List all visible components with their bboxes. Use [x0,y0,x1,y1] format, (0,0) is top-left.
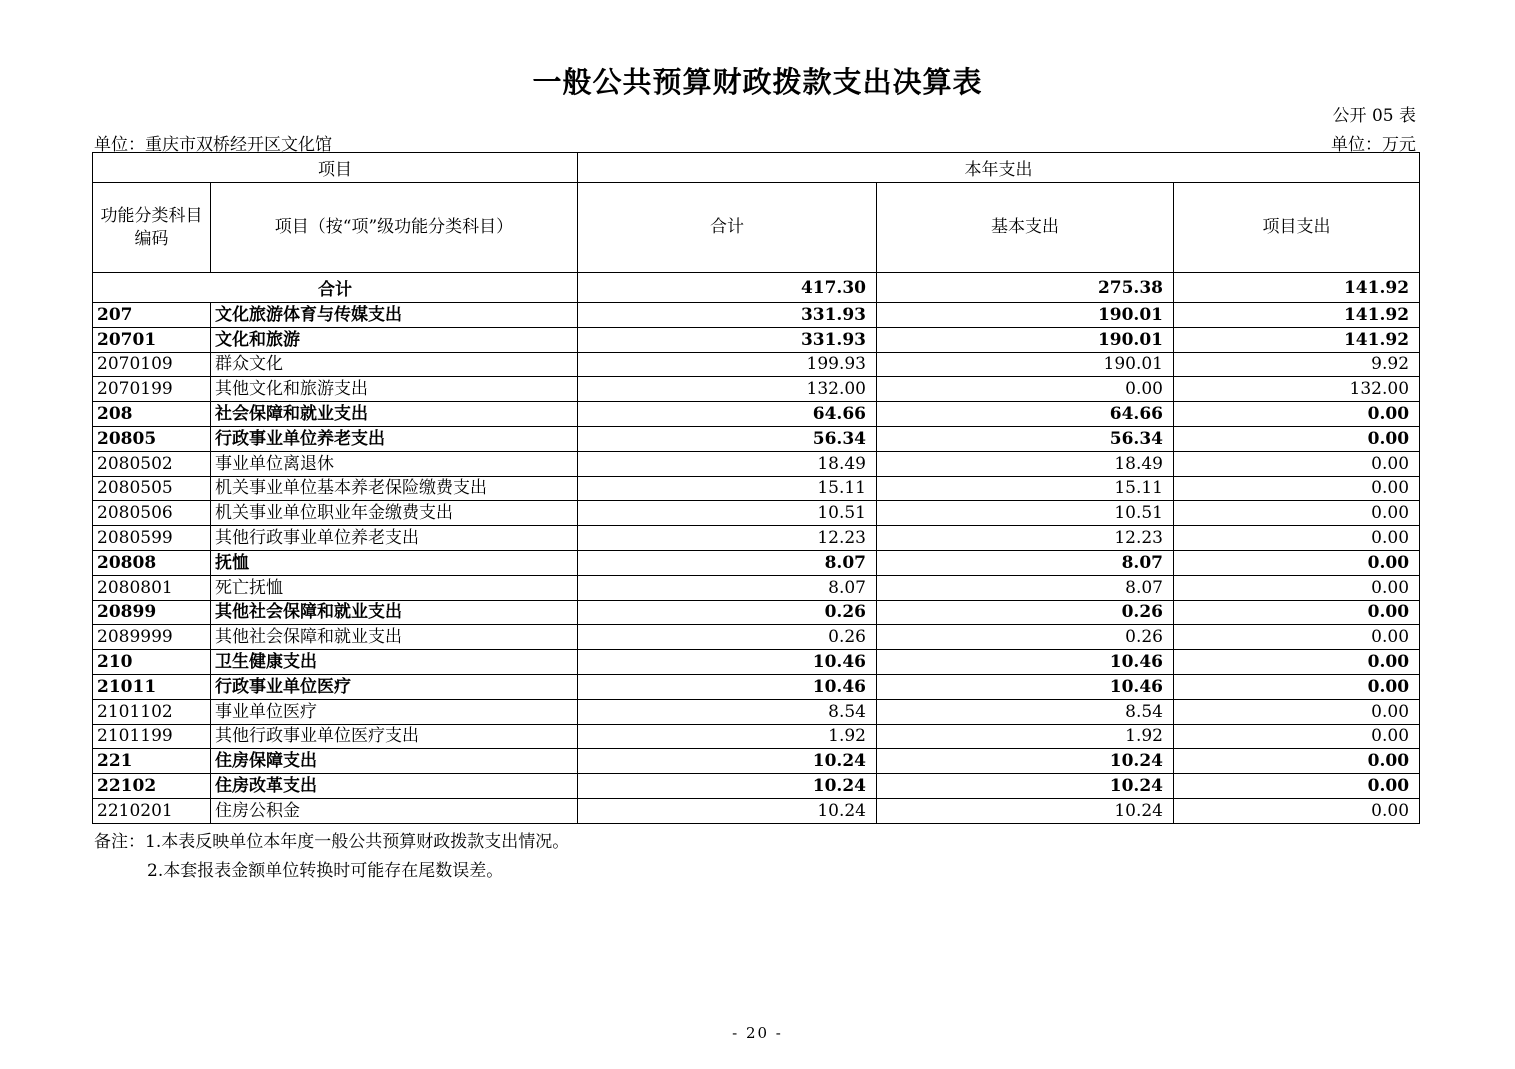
row-basic: 1.92 [877,724,1174,749]
row-name: 卫生健康支出 [211,650,578,675]
row-basic: 18.49 [877,451,1174,476]
table-row [93,526,1420,551]
table-row [93,575,1420,600]
table-row [93,650,1420,675]
row-total: 10.46 [578,650,877,675]
table-row [93,426,1420,451]
row-total: 18.49 [578,451,877,476]
row-name: 文化和旅游 [211,327,578,352]
row-basic: 190.01 [877,327,1174,352]
row-project: 0.00 [1174,575,1420,600]
row-name: 其他文化和旅游支出 [211,377,578,402]
table-row [93,476,1420,501]
row-basic: 10.24 [877,749,1174,774]
row-code: 208 [93,402,211,427]
row-project: 0.00 [1174,402,1420,427]
row-name: 社会保障和就业支出 [211,402,578,427]
row-project: 0.00 [1174,749,1420,774]
table-row [93,501,1420,526]
row-name: 抚恤 [211,550,578,575]
row-basic: 8.54 [877,699,1174,724]
row-total: 10.46 [578,674,877,699]
table-row [93,674,1420,699]
header-total: 合计 [578,183,877,273]
table-row [93,749,1420,774]
row-total: 8.07 [578,550,877,575]
row-code: 20701 [93,327,211,352]
row-basic: 0.26 [877,625,1174,650]
unit-name: 单位：重庆市双桥经开区文化馆 [94,135,332,155]
row-name: 事业单位离退休 [211,451,578,476]
header-project: 项目支出 [1174,183,1420,273]
row-name: 其他社会保障和就业支出 [211,625,578,650]
row-total: 132.00 [578,377,877,402]
table-row [93,402,1420,427]
row-name: 其他行政事业单位养老支出 [211,526,578,551]
row-total: 331.93 [578,303,877,328]
row-name: 群众文化 [211,352,578,377]
row-code: 2080599 [93,526,211,551]
row-name: 住房公积金 [211,798,578,823]
row-total: 0.26 [578,625,877,650]
row-total: 199.93 [578,352,877,377]
row-basic: 64.66 [877,402,1174,427]
row-code: 2070199 [93,377,211,402]
page-number: - 20 - [732,1024,783,1042]
header-code: 功能分类科目编码 [93,183,211,273]
row-basic: 0.26 [877,600,1174,625]
row-name: 事业单位医疗 [211,699,578,724]
row-project: 0.00 [1174,650,1420,675]
total-label: 合计 [93,273,578,303]
row-code: 20899 [93,600,211,625]
table-row [93,699,1420,724]
row-basic: 10.51 [877,501,1174,526]
notes [94,828,569,886]
row-name: 机关事业单位基本养老保险缴费支出 [211,476,578,501]
row-code: 2080801 [93,575,211,600]
note-1: 备注：1.本表反映单位本年度一般公共预算财政拨款支出情况。 [94,832,570,852]
table-row [93,724,1420,749]
row-project: 0.00 [1174,426,1420,451]
table-row [93,451,1420,476]
header-basic: 基本支出 [877,183,1174,273]
row-total: 15.11 [578,476,877,501]
form-number: 公开 05 表 [1332,106,1416,126]
row-project: 0.00 [1174,625,1420,650]
row-total: 10.24 [578,749,877,774]
row-total: 8.07 [578,575,877,600]
row-code: 207 [93,303,211,328]
row-project: 132.00 [1174,377,1420,402]
row-basic: 10.24 [877,774,1174,799]
row-project: 0.00 [1174,451,1420,476]
row-total: 64.66 [578,402,877,427]
row-basic: 12.23 [877,526,1174,551]
row-basic: 10.46 [877,674,1174,699]
row-project: 0.00 [1174,699,1420,724]
row-code: 20808 [93,550,211,575]
row-total: 12.23 [578,526,877,551]
row-project: 0.00 [1174,600,1420,625]
table-row [93,798,1420,823]
row-project: 0.00 [1174,798,1420,823]
row-name: 其他社会保障和就业支出 [211,600,578,625]
row-project: 141.92 [1174,303,1420,328]
row-name: 文化旅游体育与传媒支出 [211,303,578,328]
row-code: 21011 [93,674,211,699]
table-row [93,303,1420,328]
total-total: 417.30 [578,273,877,303]
row-total: 8.54 [578,699,877,724]
note-2: 2.本套报表金额单位转换时可能存在尾数误差。 [147,861,504,881]
row-project: 0.00 [1174,526,1420,551]
row-project: 141.92 [1174,327,1420,352]
row-basic: 8.07 [877,550,1174,575]
row-basic: 0.00 [877,377,1174,402]
row-code: 22102 [93,774,211,799]
row-total: 10.24 [578,774,877,799]
row-code: 2210201 [93,798,211,823]
row-code: 2070109 [93,352,211,377]
row-project: 0.00 [1174,476,1420,501]
table-row [93,327,1420,352]
header-item-name: 项目（按“项”级功能分类科目） [211,183,578,273]
header-current-year: 本年支出 [578,153,1420,183]
total-row [93,273,1420,303]
row-code: 2101102 [93,699,211,724]
row-total: 0.26 [578,600,877,625]
row-total: 10.24 [578,798,877,823]
row-total: 1.92 [578,724,877,749]
table-row [93,625,1420,650]
expenditure-table [92,152,1420,824]
row-name: 行政事业单位养老支出 [211,426,578,451]
row-total: 331.93 [578,327,877,352]
row-total: 56.34 [578,426,877,451]
row-code: 221 [93,749,211,774]
row-project: 0.00 [1174,550,1420,575]
row-basic: 190.01 [877,303,1174,328]
header-item: 项目 [93,153,578,183]
header-row-1 [93,153,1420,183]
row-project: 9.92 [1174,352,1420,377]
row-basic: 15.11 [877,476,1174,501]
row-code: 2080502 [93,451,211,476]
table-row [93,550,1420,575]
row-code: 2101199 [93,724,211,749]
money-unit: 单位：万元 [1331,135,1416,155]
row-project: 0.00 [1174,674,1420,699]
table-row [93,352,1420,377]
table-row [93,600,1420,625]
row-basic: 10.46 [877,650,1174,675]
table-row [93,774,1420,799]
row-project: 0.00 [1174,774,1420,799]
row-code: 210 [93,650,211,675]
row-basic: 8.07 [877,575,1174,600]
row-project: 0.00 [1174,501,1420,526]
row-code: 2089999 [93,625,211,650]
row-name: 其他行政事业单位医疗支出 [211,724,578,749]
table-row [93,377,1420,402]
row-name: 死亡抚恤 [211,575,578,600]
total-project: 141.92 [1174,273,1420,303]
total-basic: 275.38 [877,273,1174,303]
row-basic: 190.01 [877,352,1174,377]
row-basic: 10.24 [877,798,1174,823]
row-basic: 56.34 [877,426,1174,451]
page-title: 一般公共预算财政拨款支出决算表 [532,65,983,99]
row-name: 机关事业单位职业年金缴费支出 [211,501,578,526]
header-row-2 [93,183,1420,273]
row-name: 住房改革支出 [211,774,578,799]
row-name: 住房保障支出 [211,749,578,774]
row-code: 20805 [93,426,211,451]
row-total: 10.51 [578,501,877,526]
row-project: 0.00 [1174,724,1420,749]
row-name: 行政事业单位医疗 [211,674,578,699]
row-code: 2080505 [93,476,211,501]
row-code: 2080506 [93,501,211,526]
